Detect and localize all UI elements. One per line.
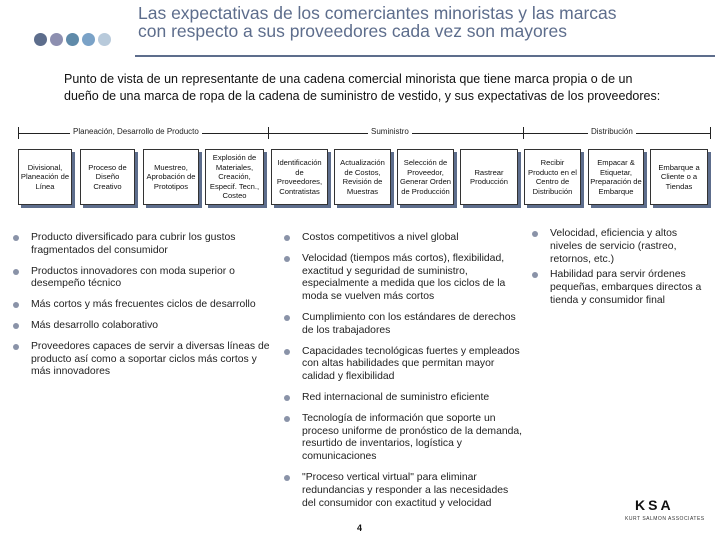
list-item: Velocidad (tiempos más cortos), flexibilidad, exactitud y seguridad de suministro, especialmente a medida que los ciclos de la moda se vuelven más cortos	[283, 253, 523, 304]
phase-label-distribution: Distribución	[588, 127, 636, 136]
list-item: Productos innovadores con moda superior o desempeño técnico	[12, 266, 274, 292]
list-item: "Proceso vertical virtual" para eliminar redundancias y responder a las necesidades del consumidor con exactitud y velocidad	[283, 472, 523, 510]
distribution-expectations	[531, 228, 709, 311]
list-item: Tecnología de información que soporte un proceso uniforme de pronóstico de la demanda, resurtido de inventarios, logística y comunicaciones	[283, 413, 523, 464]
step-box: Muestreo, Aprobación de Prototipos	[143, 149, 199, 205]
step-box: Rastrear Producción	[460, 149, 518, 205]
dot-4	[82, 33, 95, 46]
supply-expectations	[283, 232, 523, 518]
step-box: Identificación de Proveedores, Contratistas	[271, 149, 328, 205]
dot-2	[50, 33, 63, 46]
intro-paragraph: Punto de vista de un representante de una cadena comercial minorista que tiene marca propia o de un dueño de una marca de ropa de la cadena de suministro de vestido, y sus expectativas de los proveedores:	[64, 72, 661, 103]
list-item: Proveedores capaces de servir a diversas líneas de producto así como a soportar ciclos más cortos y más innovadores	[12, 341, 274, 379]
list-item: Más desarrollo colaborativo	[12, 320, 274, 333]
list-item: Velocidad, eficiencia y altos niveles de servicio (rastreo, retornos, etc.)	[531, 228, 709, 266]
title-underline	[135, 55, 715, 57]
ksa-logo: KSA	[635, 497, 674, 513]
step-box: Actualización de Costos, Revisión de Muestras	[334, 149, 391, 205]
dot-5	[98, 33, 111, 46]
list-item: Producto diversificado para cubrir los gustos fragmentados del consumidor	[12, 232, 274, 258]
title-line-2: con respecto a sus proveedores cada vez son mayores	[138, 21, 567, 41]
phase-tick-end	[710, 127, 711, 139]
page-title	[138, 4, 708, 40]
list-item: Red internacional de suministro eficiente	[283, 392, 523, 405]
step-box: Explosión de Materiales, Creación, Especif. Tecn., Costeo	[205, 149, 264, 205]
phase-label-planning: Planeación, Desarrollo de Producto	[70, 127, 202, 136]
title-line-1: Las expectativas de los comerciantes minoristas y las marcas	[138, 3, 617, 23]
list-item: Más cortos y más frecuentes ciclos de desarrollo	[12, 299, 274, 312]
step-box: Empacar & Etiquetar, Preparación de Embarque	[588, 149, 644, 205]
step-box: Proceso de Diseño Creativo	[80, 149, 135, 205]
phase-label-supply: Suministro	[368, 127, 412, 136]
page-number: 4	[357, 523, 363, 533]
list-item: Cumplimiento con los estándares de derechos de los trabajadores	[283, 312, 523, 338]
dot-1	[34, 33, 47, 46]
step-box: Selección de Proveedor, Generar Orden de Producción	[397, 149, 454, 205]
list-item: Costos competitivos a nivel global	[283, 232, 523, 245]
step-box: Embarque a Cliente o a Tiendas	[650, 149, 708, 205]
step-box: Divisional, Planeación de Línea	[18, 149, 72, 205]
ksa-logo-tagline: KURT SALMON ASSOCIATES	[625, 516, 705, 522]
decorative-dots	[34, 33, 111, 46]
step-box: Recibir Producto en el Centro de Distribución	[524, 149, 581, 205]
list-item: Habilidad para servir órdenes pequeñas, embarques directos a tienda y consumidor final	[531, 269, 709, 307]
list-item: Capacidades tecnológicas fuertes y empleados con altas habilidades que permitan mayor calidad y flexibilidad	[283, 346, 523, 384]
dot-3	[66, 33, 79, 46]
planning-expectations	[12, 232, 274, 387]
